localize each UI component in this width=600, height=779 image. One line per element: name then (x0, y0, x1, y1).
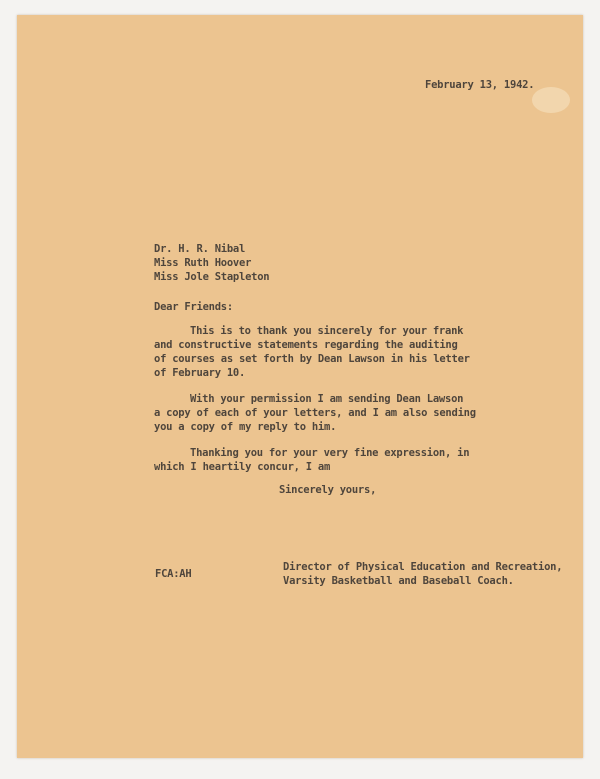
complimentary-close: Sincerely yours, (279, 484, 377, 496)
letter-date: February 13, 1942. (425, 79, 535, 91)
body-line: of February 10. (154, 367, 246, 379)
body-paragraph (154, 446, 476, 474)
letter-page (17, 15, 583, 758)
letter-body (154, 324, 476, 486)
body-line: a copy of each of your letters, and I am also sending (154, 407, 476, 419)
body-line: of courses as set forth by Dean Lawson in his letter (154, 353, 470, 365)
body-line: This is to thank you sincerely for your frank (190, 325, 464, 337)
body-line: which I heartily concur, I am (154, 461, 331, 473)
reference-initials: FCA:AH (155, 568, 192, 580)
signature-title-block (283, 560, 562, 588)
body-line: you a copy of my reply to him. (154, 421, 337, 433)
body-line: With your permission I am sending Dean Lawson (190, 393, 464, 405)
body-line: Thanking you for your very fine expression, in (190, 447, 470, 459)
recipient-block (154, 242, 269, 284)
body-line: and constructive statements regarding the auditing (154, 339, 458, 351)
signature-title-line: Varsity Basketball and Baseball Coach. (283, 575, 514, 587)
recipient-line: Miss Ruth Hoover (154, 257, 252, 269)
salutation: Dear Friends: (154, 301, 233, 313)
recipient-line: Miss Jole Stapleton (154, 271, 270, 283)
recipient-line: Dr. H. R. Nibal (154, 243, 246, 255)
signature-title-line: Director of Physical Education and Recreation, (283, 561, 563, 573)
body-paragraph (154, 324, 476, 380)
body-paragraph (154, 392, 476, 434)
paper-smudge (532, 87, 570, 113)
